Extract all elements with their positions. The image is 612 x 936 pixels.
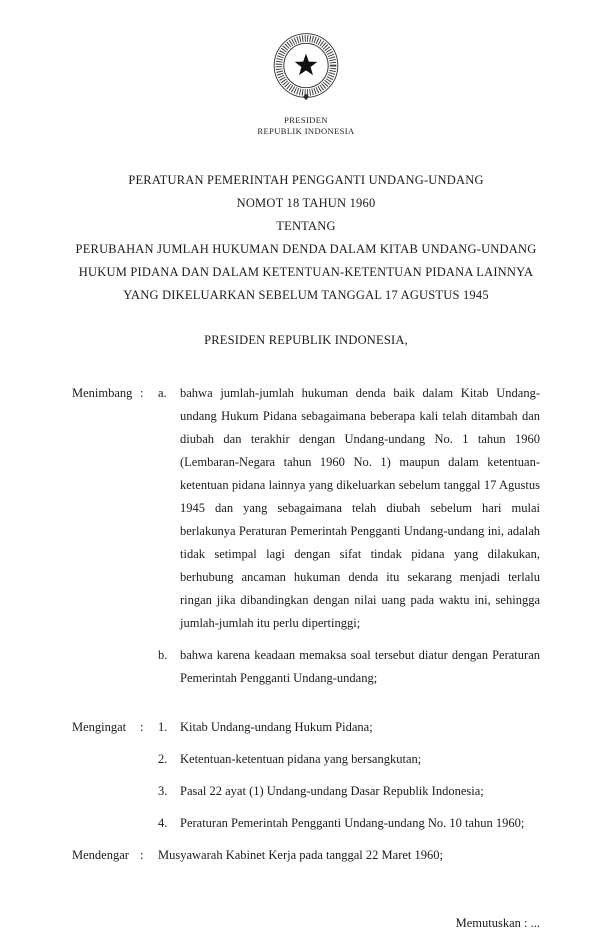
letterhead bbox=[72, 28, 540, 137]
item-marker: a. bbox=[158, 386, 167, 400]
item-text: Ketentuan-ketentuan pidana yang bersangkutan; bbox=[180, 752, 422, 766]
section-label: Mendengar bbox=[72, 848, 129, 862]
section-gap bbox=[72, 699, 540, 716]
star-icon bbox=[295, 54, 318, 75]
section-mengingat-item-1 bbox=[72, 716, 540, 739]
section-colon: : bbox=[140, 720, 144, 734]
item-text: Peraturan Pemerintah Pengganti Undang-undang No. 10 tahun 1960; bbox=[180, 816, 525, 830]
item-text: Pasal 22 ayat (1) Undang-undang Dasar Republik Indonesia; bbox=[180, 784, 484, 798]
item-marker: 2. bbox=[158, 752, 168, 766]
document-title bbox=[72, 169, 540, 307]
item-text: bahwa karena keadaan memaksa soal tersebut diatur dengan Peraturan Pemerintah Pengganti Undang-undang; bbox=[180, 648, 540, 685]
title-line-3: TENTANG bbox=[276, 219, 336, 233]
item-text: Musyawarah Kabinet Kerja pada tanggal 22 Maret 1960; bbox=[158, 848, 443, 862]
title-line-6: YANG DIKELUARKAN SEBELUM TANGGAL 17 AGUSTUS 1945 bbox=[123, 288, 489, 302]
title-line-5: HUKUM PIDANA DAN DALAM KETENTUAN-KETENTUAN PIDANA LAINNYA bbox=[78, 265, 534, 279]
item-marker: 1. bbox=[158, 720, 168, 734]
section-label: Menimbang bbox=[72, 386, 133, 400]
salutation: PRESIDEN REPUBLIK INDONESIA, bbox=[204, 333, 408, 347]
state-seal-icon bbox=[269, 28, 343, 106]
title-line-1: PERATURAN PEMERINTAH PENGGANTI UNDANG-UNDANG bbox=[128, 173, 484, 187]
title-line-4: PERUBAHAN JUMLAH HUKUMAN DENDA DALAM KITAB UNDANG-UNDANG bbox=[75, 242, 537, 256]
section-label: Mengingat bbox=[72, 720, 127, 734]
section-mengingat-item-4 bbox=[72, 812, 540, 835]
item-marker: 3. bbox=[158, 784, 168, 798]
memutuskan-note: Memutuskan : ... bbox=[455, 916, 540, 930]
org-name bbox=[72, 115, 540, 137]
section-colon: : bbox=[140, 848, 144, 862]
section-mengingat-item-2 bbox=[72, 748, 540, 771]
section-colon: : bbox=[140, 386, 144, 400]
section-mengingat-item-3 bbox=[72, 780, 540, 803]
section-menimbang-item-b bbox=[72, 644, 540, 690]
section-label-spacer bbox=[72, 644, 140, 690]
org-line-republik: REPUBLIK INDONESIA bbox=[257, 126, 355, 136]
org-line-presiden: PRESIDEN bbox=[284, 115, 328, 125]
item-marker: b. bbox=[158, 648, 168, 662]
item-text: Kitab Undang-undang Hukum Pidana; bbox=[180, 720, 373, 734]
section-mendengar bbox=[72, 844, 540, 867]
item-marker: 4. bbox=[158, 816, 168, 830]
item-text: bahwa jumlah-jumlah hukuman denda baik dalam Kitab Undang-undang Hukum Pidana sebagaimana beberapa kali telah ditambah dan diubah dan terakhir dengan Undang-undang No. 1 tahun 1960 (Lembaran-Negara tahun 1960 No. 1) maupun dalam ketentuan-ketentuan pidana lainnya yang dikeluarkan sebelum tanggal 17 Agustus 1945 dan yang sebagaimana telah diubah sebelum hari mulai berlakunya Peraturan Pemerintah Pengganti Undang-undang ini, adalah tidak setimpal lagi dengan sifat tindak pidana yang dilakukan, berhubung ancaman hukuman denda itu sekarang menjadi terlalu ringan jika dibandingkan dengan nilai uang pada waktu ini, sehingga jumlah-jumlah itu perlu dipertinggi; bbox=[180, 386, 540, 630]
title-line-2: NOMOT 18 TAHUN 1960 bbox=[236, 196, 376, 210]
document-body bbox=[72, 382, 540, 867]
section-menimbang-item-a bbox=[72, 382, 540, 635]
